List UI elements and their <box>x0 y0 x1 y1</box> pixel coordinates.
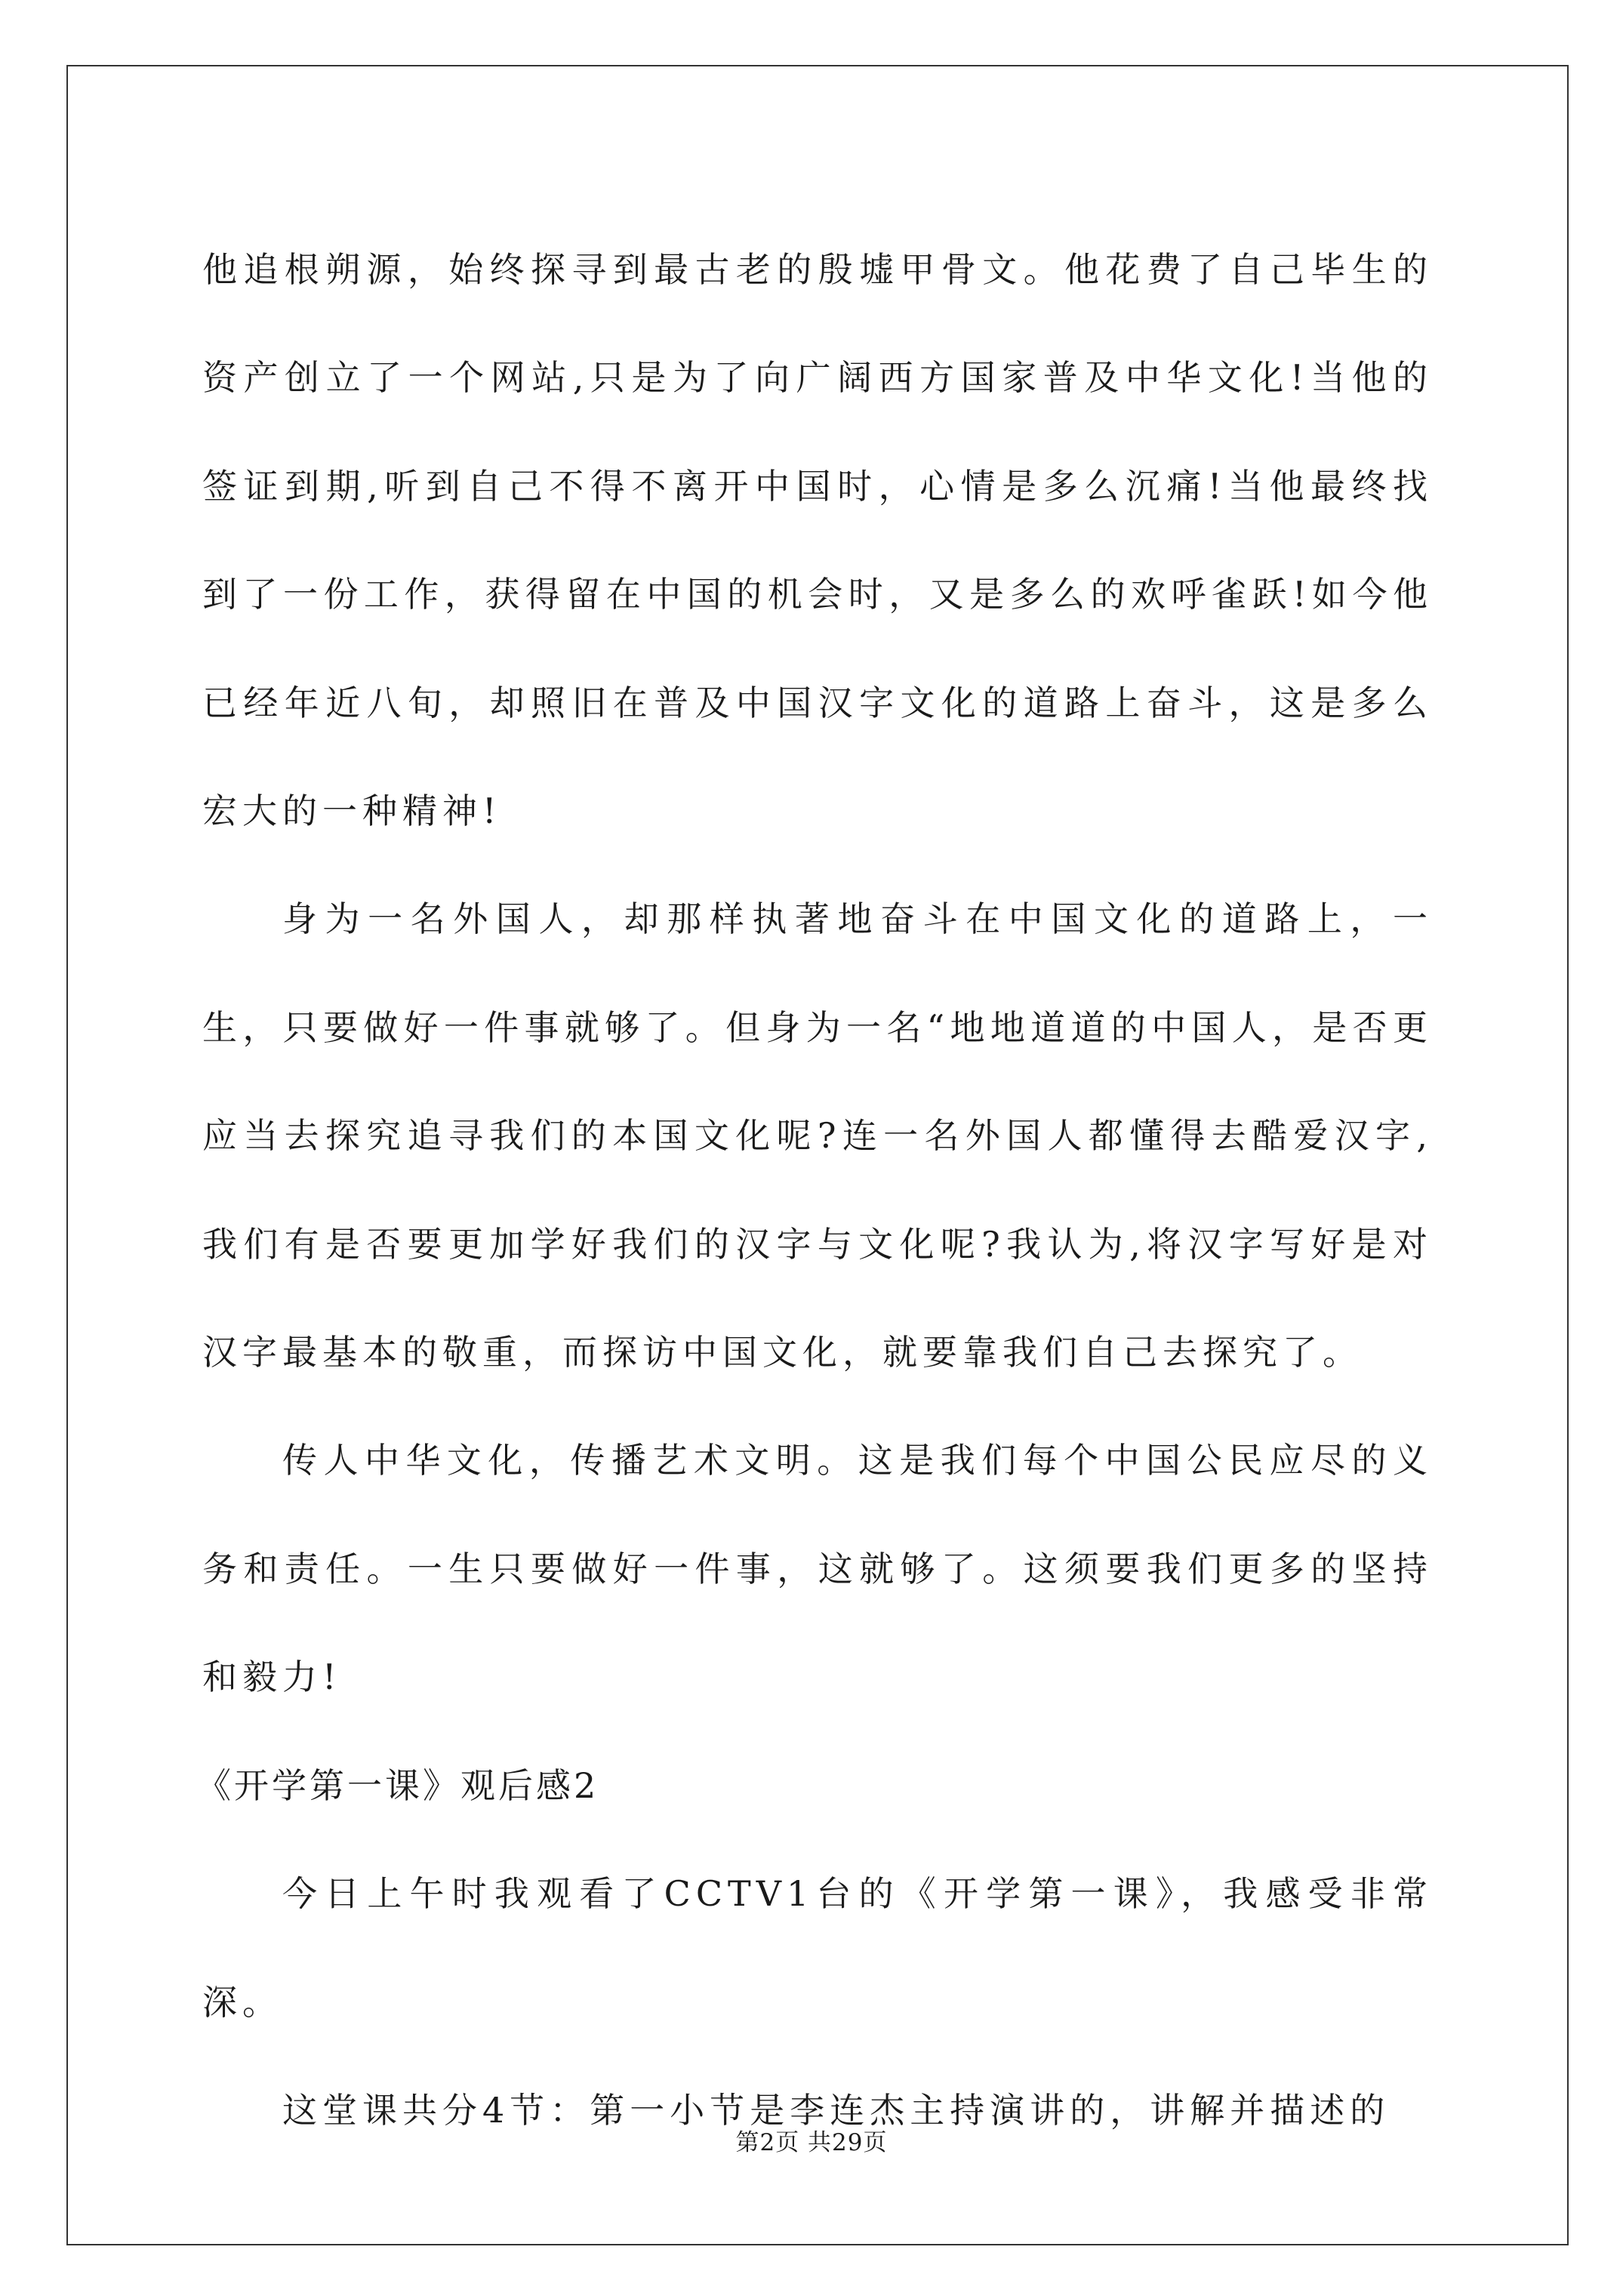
paragraph-2: 身为一名外国人，却那样执著地奋斗在中国文化的道路上，一生，只要做好一件事就够了。但身为一名“地地道道的中国人，是否更应当去探究追寻我们的本国文化呢?连一名外国人都懂得去酷爱汉字,我们有是否要更加学好我们的汉字与文化呢?我认为,将汉字写好是对汉字最基本的敬重，而探访中国文化，就要靠我们自己去探究了。 <box>202 898 1433 1373</box>
document-body <box>196 216 1433 2165</box>
paragraph-5: 这堂课共分4节：第一小节是李连杰主持演讲的，讲解并描述的 <box>282 2089 1390 2131</box>
paragraph-1: 他追根朔源，始终探寻到最古老的殷墟甲骨文。他花费了自己毕生的资产创立了一个网站,只是为了向广阔西方国家普及中华文化!当他的签证到期,听到自己不得不离开中国时，心情是多么沉痛!当他最终找到了一份工作，获得留在中国的机会时，又是多么的欢呼雀跃!如今他已经年近八旬，却照旧在普及中国汉字文化的道路上奋斗，这是多么宏大的一种精神! <box>202 249 1433 832</box>
paragraph-3: 传人中华文化，传播艺术文明。这是我们每个中国公民应尽的义务和责任。一生只要做好一件事，这就够了。这须要我们更多的坚持和毅力! <box>202 1440 1433 1698</box>
paragraph-4: 今日上午时我观看了CCTV1台的《开学第一课》，我感受非常深。 <box>202 1873 1433 2023</box>
section-heading: 《开学第一课》观后感2 <box>196 1764 599 1806</box>
page-number-footer: 第2页 共29页 <box>735 2129 888 2156</box>
